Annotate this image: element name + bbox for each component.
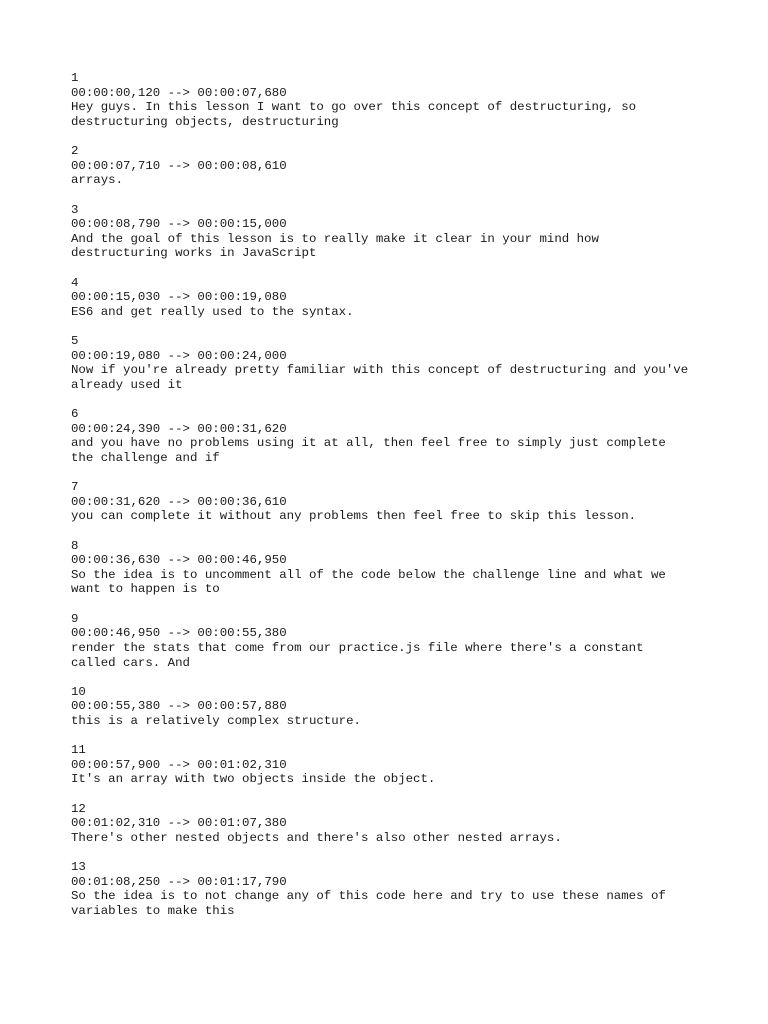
cue-text-line: destructuring works in JavaScript: [71, 246, 317, 261]
cue-text-line: Hey guys. In this lesson I want to go over this concept of destructuring, so: [71, 100, 637, 115]
subtitle-cue: [71, 612, 711, 670]
cue-text-line: ES6 and get really used to the syntax.: [71, 304, 354, 319]
cue-text-line: So the idea is to not change any of this code here and try to use these names of: [71, 889, 666, 904]
cue-index: 8: [71, 538, 79, 553]
cue-text-line: So the idea is to uncomment all of the code below the challenge line and what we: [71, 567, 666, 582]
subtitle-cue: [71, 71, 711, 129]
cue-index: 5: [71, 334, 79, 349]
cue-index: 7: [71, 480, 79, 495]
cue-text-line: this is a relatively complex structure.: [71, 713, 361, 728]
cue-text-line: render the stats that come from our practice.js file where there's a constant: [71, 640, 644, 655]
cue-index: 12: [71, 801, 86, 816]
cue-timing: 00:00:57,900 --> 00:01:02,310: [71, 757, 287, 772]
cue-timing: 00:00:36,630 --> 00:00:46,950: [71, 553, 287, 568]
subtitle-cue: [71, 144, 711, 188]
cue-index: 9: [71, 611, 79, 626]
cue-timing: 00:00:31,620 --> 00:00:36,610: [71, 494, 287, 509]
cue-text-line: variables to make this: [71, 903, 235, 918]
cue-index: 3: [71, 202, 79, 217]
subtitle-cue: [71, 685, 711, 729]
cue-index: 13: [71, 860, 86, 875]
cue-index: 6: [71, 407, 79, 422]
cue-index: 11: [71, 743, 86, 758]
cue-index: 1: [71, 71, 79, 85]
cue-text-line: It's an array with two objects inside the object.: [71, 772, 436, 787]
subtitle-cue: [71, 407, 711, 465]
subtitle-cue: [71, 860, 711, 918]
cue-timing: 00:00:00,120 --> 00:00:07,680: [71, 85, 287, 100]
cue-text-line: and you have no problems using it at all, then feel free to simply just complete: [71, 436, 666, 451]
cue-timing: 00:00:08,790 --> 00:00:15,000: [71, 217, 287, 232]
cue-timing: 00:00:15,030 --> 00:00:19,080: [71, 290, 287, 305]
cue-timing: 00:00:07,710 --> 00:00:08,610: [71, 158, 287, 173]
cue-timing: 00:00:24,390 --> 00:00:31,620: [71, 421, 287, 436]
cue-text-line: already used it: [71, 377, 183, 392]
subtitle-cue: [71, 276, 711, 320]
cue-text-line: Now if you're already pretty familiar with this concept of destructuring and you've: [71, 363, 689, 378]
cue-index: 2: [71, 144, 79, 159]
cue-text-line: want to happen is to: [71, 582, 220, 597]
cue-text-line: There's other nested objects and there's also other nested arrays.: [71, 830, 562, 845]
cue-text-line: the challenge and if: [71, 450, 220, 465]
subtitle-document: [71, 71, 711, 933]
subtitle-cue: [71, 480, 711, 524]
cue-timing: 00:00:55,380 --> 00:00:57,880: [71, 699, 287, 714]
cue-text-line: called cars. And: [71, 655, 190, 670]
subtitle-cue: [71, 334, 711, 392]
cue-text-line: arrays.: [71, 173, 124, 188]
cue-timing: 00:00:19,080 --> 00:00:24,000: [71, 348, 287, 363]
cue-text-line: you can complete it without any problems then feel free to skip this lesson.: [71, 509, 637, 524]
subtitle-cue: [71, 203, 711, 261]
cue-timing: 00:00:46,950 --> 00:00:55,380: [71, 626, 287, 641]
subtitle-cue: [71, 743, 711, 787]
cue-text-line: destructuring objects, destructuring: [71, 114, 339, 129]
cue-text-line: And the goal of this lesson is to really make it clear in your mind how: [71, 231, 599, 246]
subtitle-cue: [71, 802, 711, 846]
subtitle-cue: [71, 539, 711, 597]
cue-index: 4: [71, 275, 79, 290]
cue-timing: 00:01:08,250 --> 00:01:17,790: [71, 874, 287, 889]
cue-timing: 00:01:02,310 --> 00:01:07,380: [71, 816, 287, 831]
cue-index: 10: [71, 684, 86, 699]
